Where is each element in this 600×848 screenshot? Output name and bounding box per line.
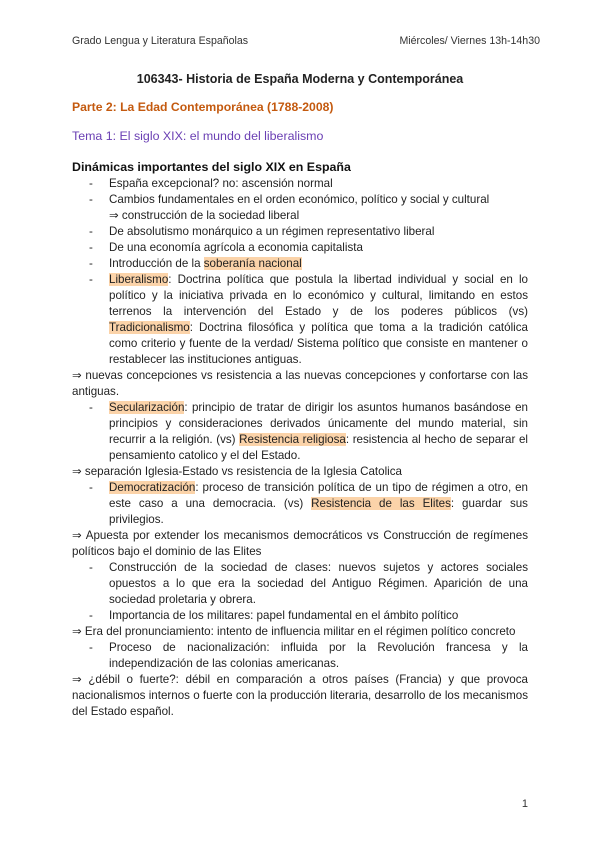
topic-heading: Tema 1: El siglo XIX: el mundo del liberalismo bbox=[72, 129, 324, 143]
page-number: 1 bbox=[521, 798, 528, 810]
highlight-term: Resistencia religiosa bbox=[239, 433, 346, 446]
bullet-dash: - bbox=[89, 481, 93, 494]
arrow-paragraph: ⇒ nuevas concepciones vs resistencia a las nuevas concepciones y confortarse con las antiguas. bbox=[72, 369, 528, 398]
list-item bbox=[72, 272, 528, 368]
list-item bbox=[72, 480, 528, 528]
highlight-term: Democratización bbox=[109, 481, 196, 494]
list-item-text: Introducción de la bbox=[109, 257, 204, 270]
list-item-text: : Doctrina política que postula la libertad individual y social en lo político y la iniciativa privada en lo económico y cultural, limitando en estos terrenos la intervención del Estado y de los poderes públicos (vs) bbox=[109, 273, 528, 318]
header-course: Grado Lengua y Literatura Españolas bbox=[72, 35, 249, 47]
highlight-term: Tradicionalismo bbox=[109, 321, 190, 334]
list-item-text: : Doctrina filosófica y política que toma a la tradición católica como criterio y fuente de la verdad/ Sistema político que consiste en mantener o restablecer las instituciones antiguas. bbox=[109, 321, 528, 366]
list-item bbox=[72, 400, 528, 464]
highlight-term: Liberalismo bbox=[109, 273, 169, 286]
bullet-dash: - bbox=[89, 273, 93, 286]
list-item-text: Importancia de los militares: papel fundamental en el ámbito político bbox=[109, 609, 459, 622]
list-item-text: Cambios fundamentales en el orden económico, político y social y cultural bbox=[109, 193, 490, 206]
list-item-continuation: ⇒ construcción de la sociedad liberal bbox=[109, 209, 300, 222]
list-item-text: Proceso de nacionalización: influida por la Revolución francesa y la independización de las colonias americanas. bbox=[109, 641, 528, 670]
bullet-dash: - bbox=[89, 401, 93, 414]
part-heading: Parte 2: La Edad Contemporánea (1788-2008) bbox=[72, 100, 334, 114]
highlight-term: soberanía nacional bbox=[203, 257, 302, 270]
arrow-paragraph: ⇒ Era del pronunciamiento: intento de influencia militar en el régimen político concreto bbox=[72, 625, 516, 638]
list-item bbox=[72, 640, 528, 672]
list-item-text: De una economía agrícola a economia capitalista bbox=[109, 241, 363, 254]
list-item-text: : resistencia al hecho de separar el pensamiento catolico y el del Estado. bbox=[109, 433, 528, 462]
list-item-text: Construcción de la sociedad de clases: nuevos sujetos y actores sociales opuestos a lo que era la sociedad del Antiguo Régimen. Aparición de una sociedad proletaria y obrera. bbox=[109, 561, 528, 606]
list-item bbox=[72, 176, 528, 192]
list-item-text: : proceso de transición política de un tipo de régimen a otro, en este caso a una democracia. (vs) bbox=[109, 481, 528, 510]
bullet-dash: - bbox=[89, 193, 93, 206]
list-item bbox=[72, 224, 528, 240]
list-item bbox=[72, 256, 528, 272]
bullet-dash: - bbox=[89, 177, 93, 190]
list-item bbox=[72, 192, 528, 224]
section-heading: Dinámicas importantes del siglo XIX en España bbox=[72, 160, 351, 174]
highlight-term: Resistencia de las Elites bbox=[311, 497, 451, 510]
list-item-text: : guardar sus privilegios. bbox=[109, 497, 528, 526]
list-item bbox=[72, 240, 528, 256]
bullet-dash: - bbox=[89, 561, 93, 574]
highlight-term: Secularización bbox=[109, 401, 185, 414]
list-item bbox=[72, 560, 528, 608]
arrow-paragraph: ⇒ ¿débil o fuerte?: débil en comparación a otros países (Francia) y que provoca nacionalismos internos o fuerte con la producción literaria, desarrollo de los mecanismos del Estado español. bbox=[72, 673, 528, 718]
bullet-dash: - bbox=[89, 257, 93, 270]
list-item bbox=[72, 608, 528, 624]
bullet-dash: - bbox=[89, 641, 93, 654]
list-item-text: España excepcional? no: ascensión normal bbox=[109, 177, 333, 190]
document-title: 106343- Historia de España Moderna y Contemporánea bbox=[136, 72, 464, 86]
bullet-dash: - bbox=[89, 225, 93, 238]
arrow-paragraph: ⇒ Apuesta por extender los mecanismos democráticos vs Construcción de regímenes políticos bajo el dominio de las Elites bbox=[72, 529, 528, 558]
bullet-dash: - bbox=[89, 241, 93, 254]
header-schedule: Miércoles/ Viernes 13h-14h30 bbox=[399, 35, 540, 47]
bullet-dash: - bbox=[89, 609, 93, 622]
arrow-paragraph: ⇒ separación Iglesia-Estado vs resistencia de la Iglesia Catolica bbox=[72, 465, 402, 478]
list-item-text: : principio de tratar de dirigir los asuntos humanos basándose en principios y consideraciones derivados únicamente del mundo material, sin recurrir a la religión. (vs) bbox=[109, 401, 528, 446]
list-item-text: De absolutismo monárquico a un régimen representativo liberal bbox=[109, 225, 435, 238]
notes-body bbox=[72, 176, 528, 720]
